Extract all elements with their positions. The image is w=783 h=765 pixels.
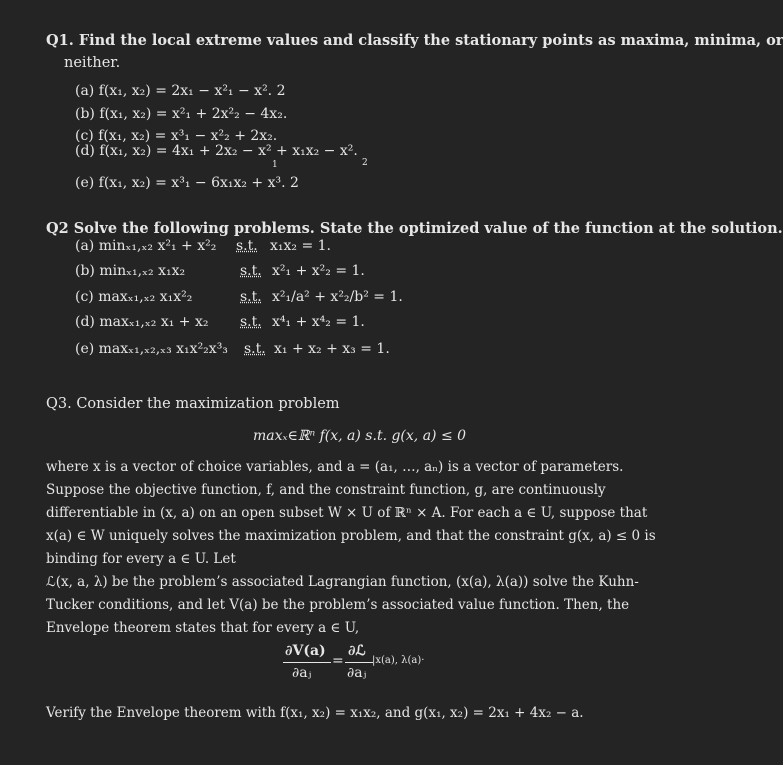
q2-item-e-st: s.t. <box>244 341 266 357</box>
q2-item-a-objective: (a) minₓ₁,ₓ₂ x²₁ + x²₂ <box>75 238 217 254</box>
formula-rhs-fraction-bar <box>345 662 373 663</box>
formula-evaluation: |x(a), λ(a)· <box>372 655 425 666</box>
formula-rhs-denominator: ∂aⱼ <box>347 665 367 681</box>
q2-item-c-objective: (c) maxₓ₁,ₓ₂ x₁x²₂ <box>75 289 193 305</box>
q2-item-b-st: s.t. <box>240 263 262 279</box>
q1-item-d: (d) f(x₁, x₂) = 4x₁ + 2x₂ − x² + x₁x₂ − x². <box>75 143 358 159</box>
q2-item-a-constraint: x₁x₂ = 1. <box>270 238 332 254</box>
q2-item-e-objective: (e) maxₓ₁,ₓ₂,ₓ₃ x₁x²₂x³₃ <box>75 341 228 357</box>
q2-item-e-constraint: x₁ + x₂ + x₃ = 1. <box>274 341 390 357</box>
q1-heading: Q1. Find the local extreme values and classify the stationary points as maxima, minima, or <box>46 32 783 49</box>
q3-para1-line5: binding for every a ∈ U. Let <box>46 551 236 567</box>
q2-item-b-objective: (b) minₓ₁,ₓ₂ x₁x₂ <box>75 263 186 279</box>
q1-item-d-sub2: 2 <box>362 158 368 168</box>
q1-item-a: (a) f(x₁, x₂) = 2x₁ − x²₁ − x². 2 <box>75 83 286 99</box>
q3-heading: Q3. Consider the maximization problem <box>46 396 340 412</box>
q2-item-c-st: s.t. <box>240 289 262 305</box>
q3-para2-line2: Tucker conditions, and let V(a) be the problem’s associated value function. Then, the <box>46 597 630 613</box>
q3-verify: Verify the Envelope theorem with f(x₁, x₂) = x₁x₂, and g(x₁, x₂) = 2x₁ + 4x₂ − a. <box>46 705 584 721</box>
q1-item-d-sub1: 1 <box>272 160 278 170</box>
q2-heading: Q2 Solve the following problems. State the optimized value of the function at the solution. <box>46 220 783 237</box>
q3-para1-line3: differentiable in (x, a) on an open subset W × U of ℝⁿ × A. For each a ∈ U, suppose that <box>46 505 648 521</box>
q3-para2-line3: Envelope theorem states that for every a ∈ U, <box>46 620 360 636</box>
q1-item-e: (e) f(x₁, x₂) = x³₁ − 6x₁x₂ + x³. 2 <box>75 175 299 191</box>
q2-item-d-objective: (d) maxₓ₁,ₓ₂ x₁ + x₂ <box>75 314 209 330</box>
q3-problem: maxₓ∈ℝⁿ f(x, a) s.t. g(x, a) ≤ 0 <box>253 428 467 444</box>
q3-para2-line1: ℒ(x, a, λ) be the problem’s associated Lagrangian function, (x(a), λ(a)) solve the Kuhn- <box>46 574 639 590</box>
q2-item-b-constraint: x²₁ + x²₂ = 1. <box>272 263 365 279</box>
formula-lhs-numerator: ∂V(a) <box>285 643 326 659</box>
q3-para1-line4: x(a) ∈ W uniquely solves the maximization problem, and that the constraint g(x, a) ≤ 0 is <box>46 528 656 544</box>
q2-item-d-constraint: x⁴₁ + x⁴₂ = 1. <box>272 314 365 330</box>
q3-para1-line2: Suppose the objective function, f, and the constraint function, g, are continuously <box>46 482 606 498</box>
formula-equals: = <box>332 653 344 669</box>
q3-para1-line1: where x is a vector of choice variables, and a = (a₁, …, aₙ) is a vector of parameters. <box>46 459 624 475</box>
formula-lhs-fraction-bar <box>283 662 331 663</box>
formula-lhs-denominator: ∂aⱼ <box>292 665 312 681</box>
formula-rhs-numerator: ∂ℒ <box>348 643 366 659</box>
q2-item-c-constraint: x²₁/a² + x²₂/b² = 1. <box>272 289 403 305</box>
q2-item-d-st: s.t. <box>240 314 262 330</box>
q1-item-b: (b) f(x₁, x₂) = x²₁ + 2x²₂ − 4x₂. <box>75 106 288 122</box>
q1-heading-cont: neither. <box>64 55 121 71</box>
q2-item-a-st: s.t. <box>236 238 258 254</box>
q1-item-c: (c) f(x₁, x₂) = x³₁ − x²₂ + 2x₂. <box>75 128 278 144</box>
